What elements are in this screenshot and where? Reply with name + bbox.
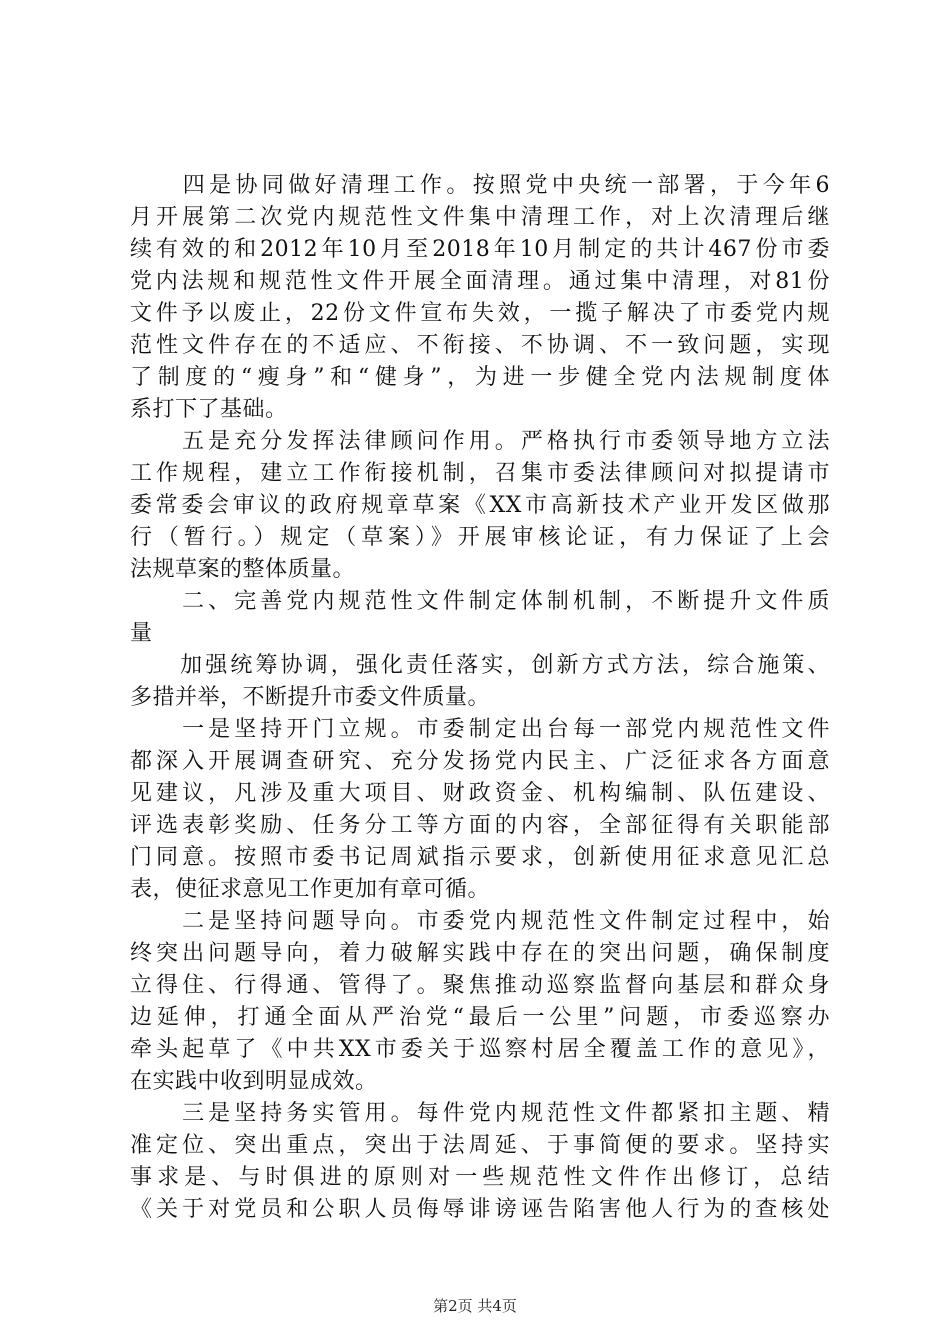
text-line: 四是协同做好清理工作。按照党中央统一部署，于今年6: [130, 173, 830, 198]
text-line: 门同意。按照市委书记周斌指示要求，创新使用征求意见汇总: [130, 845, 830, 870]
text-line: 党内法规和规范性文件开展全面清理。通过集中清理，对81份: [130, 269, 830, 294]
text-line: 都深入开展调查研究、充分发扬党内民主、广泛征求各方面意: [130, 749, 830, 774]
text-line: 系打下了基础。: [130, 397, 288, 422]
text-line: 月开展第二次党内规范性文件集中清理工作，对上次清理后继: [130, 205, 830, 230]
text-line: 工作规程，建立工作衔接机制，召集市委法律顾问对拟提请市: [130, 461, 830, 486]
text-line: 范性文件存在的不适应、不衔接、不协调、不一致问题，实现: [130, 333, 830, 358]
text-line: 立得住、行得通、管得了。聚焦推动巡察监督向基层和群众身: [130, 973, 830, 998]
text-line: 终突出问题导向，着力破解实践中存在的突出问题，确保制度: [130, 941, 830, 966]
text-line: 在实践中收到明显成效。: [130, 1069, 378, 1094]
text-line: 准定位、突出重点，突出于法周延、于事简便的要求。坚持实: [130, 1133, 830, 1158]
text-line: 牵头起草了《中共XX市委关于巡察村居全覆盖工作的意见》，: [130, 1037, 830, 1062]
text-line: 一是坚持开门立规。市委制定出台每一部党内规范性文件: [130, 717, 830, 742]
section-heading-line: 二、完善党内规范性文件制定体制机制，不断提升文件质: [130, 589, 830, 614]
document-body: [130, 170, 830, 1226]
text-line: 了制度的“瘦身”和“健身”，为进一步健全党内法规制度体: [130, 365, 830, 390]
section-heading-line: 量: [130, 621, 153, 646]
text-line: 《关于对党员和公职人员侮辱诽谤诬告陷害他人行为的查核处: [130, 1197, 830, 1222]
text-line: 文件予以废止，22份文件宣布失效，一揽子解决了市委党内规: [130, 301, 830, 326]
text-line: 五是充分发挥法律顾问作用。严格执行市委领导地方立法: [130, 429, 830, 454]
text-line: 边延伸，打通全面从严治党“最后一公里”问题，市委巡察办: [130, 1005, 830, 1030]
text-line: 加强统筹协调，强化责任落实，创新方式方法，综合施策、: [130, 653, 830, 678]
text-line: 见建议，凡涉及重大项目、财政资金、机构编制、队伍建设、: [130, 781, 830, 806]
text-line: 二是坚持问题导向。市委党内规范性文件制定过程中，始: [130, 909, 830, 934]
text-line: 三是坚持务实管用。每件党内规范性文件都紧扣主题、精: [130, 1101, 830, 1126]
text-line: 评选表彰奖励、任务分工等方面的内容，全部征得有关职能部: [130, 813, 830, 838]
text-line: 续有效的和2012年10月至2018年10月制定的共计467份市委: [130, 237, 830, 262]
text-line: 事求是、与时俱进的原则对一些规范性文件作出修订，总结: [130, 1165, 830, 1190]
text-line: 多措并举，不断提升市委文件质量。: [130, 685, 491, 710]
page-number-footer: 第2页 共4页: [433, 1297, 517, 1315]
text-line: 表，使征求意见工作更加有章可循。: [130, 877, 491, 902]
text-line: 委常委会审议的政府规章草案《XX市高新技术产业开发区做那: [130, 493, 830, 518]
text-line: 法规草案的整体质量。: [130, 557, 356, 582]
text-line: 行（暂行。）规定（草案）》开展审核论证，有力保证了上会: [130, 525, 830, 550]
